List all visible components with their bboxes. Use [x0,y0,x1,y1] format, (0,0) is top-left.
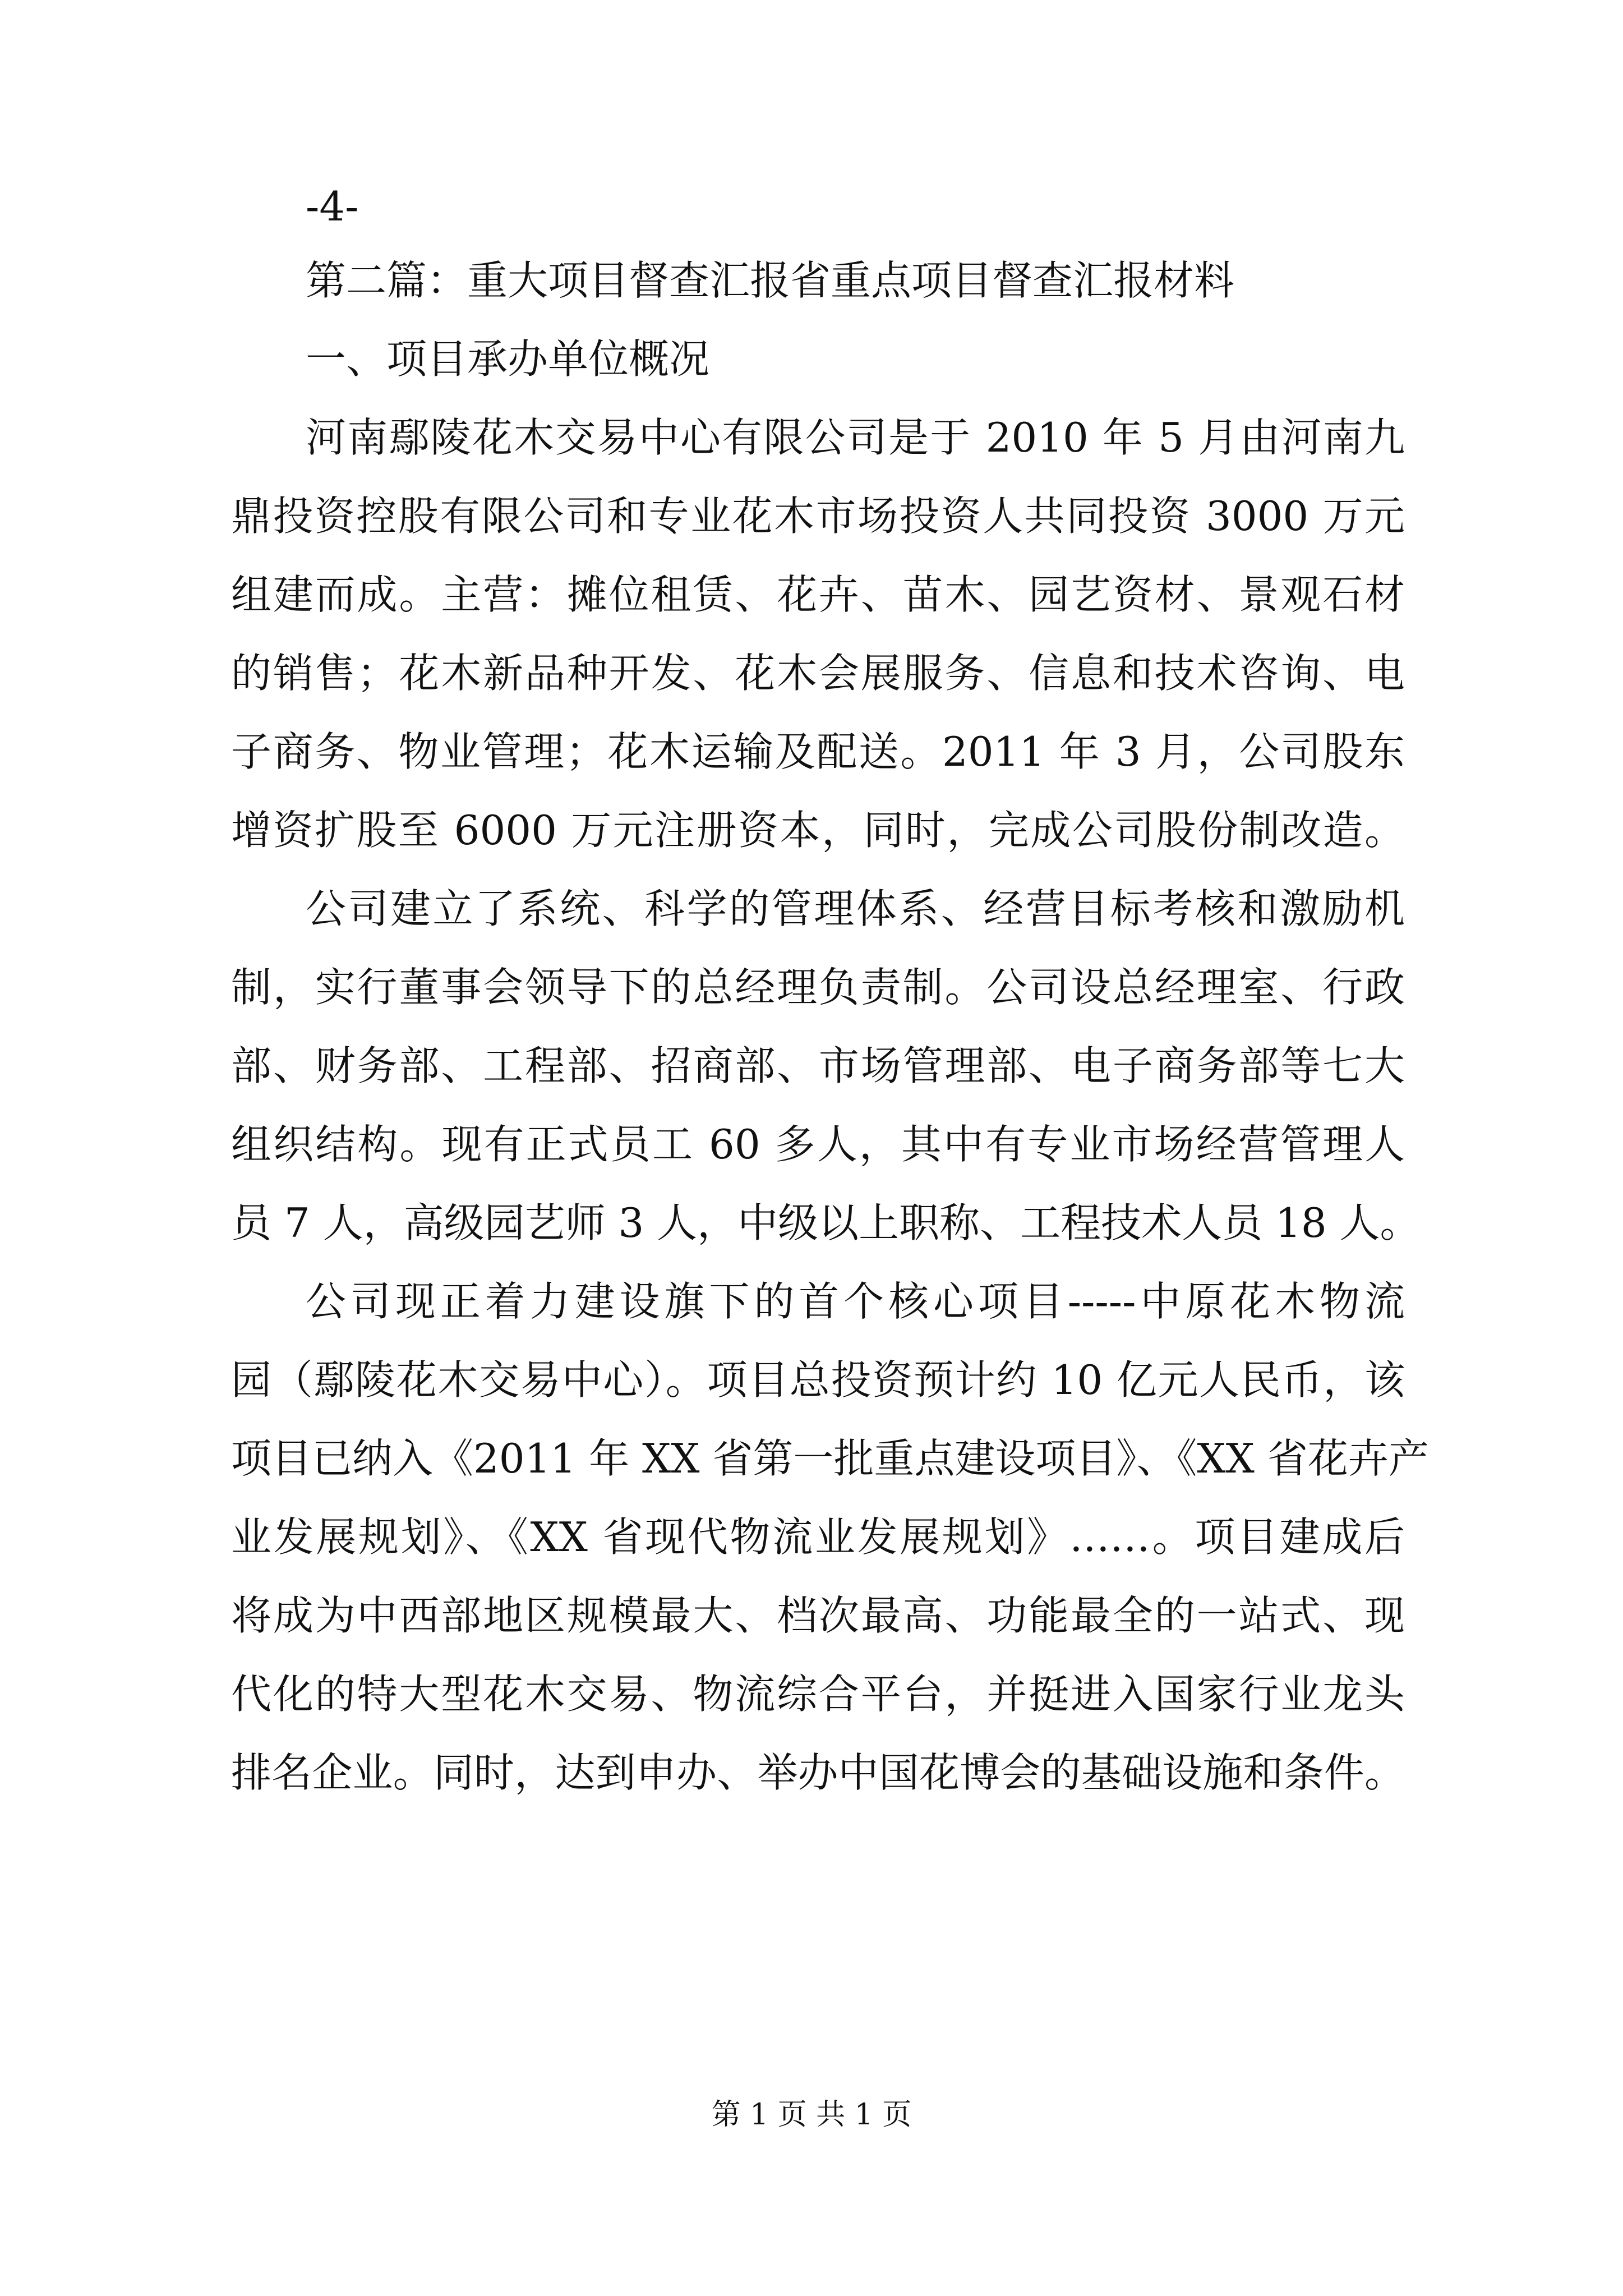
paragraph-line: 员 7 人，高级园艺师 3 人，中级以上职称、工程技术人员 18 人。 [231,1199,1421,1246]
paragraph-line: 公司现正着力建设旗下的首个核心项目-----中原花木物流 [306,1278,1405,1325]
paragraph-line: 项目已纳入《2011 年 XX 省第一批重点建设项目》、《XX 省花卉产 [231,1435,1429,1482]
page-footer: 第 1 页 共 1 页 [711,2098,912,2132]
page-marker: -4- [306,183,359,230]
paragraph-line: 排名企业。同时，达到申办、举办中国花博会的基础设施和条件。 [231,1749,1405,1796]
paragraph-line: 组建而成。主营：摊位租赁、花卉、苗木、园艺资材、景观石材 [231,571,1405,618]
section-heading: 一、项目承办单位概况 [306,335,710,383]
paragraph-line: 公司建立了系统、科学的管理体系、经营目标考核和激励机 [306,885,1405,932]
paragraph-line: 增资扩股至 6000 万元注册资本，同时，完成公司股份制改造。 [231,807,1405,854]
document-title: 第二篇：重大项目督查汇报省重点项目督查汇报材料 [306,257,1235,304]
paragraph-line: 园（鄢陵花木交易中心）。项目总投资预计约 10 亿元人民币，该 [231,1356,1405,1404]
paragraph-line: 将成为中西部地区规模最大、档次最高、功能最全的一站式、现 [231,1592,1405,1639]
paragraph-line: 业发展规划》、《XX 省现代物流业发展规划》……。项目建成后 [231,1513,1405,1561]
paragraph-line: 组织结构。现有正式员工 60 多人，其中有专业市场经营管理人 [231,1121,1405,1168]
paragraph-line: 代化的特大型花木交易、物流综合平台，并挺进入国家行业龙头 [231,1671,1405,1718]
paragraph-line: 河南鄢陵花木交易中心有限公司是于 2010 年 5 月由河南九 [306,414,1405,461]
paragraph-line: 部、财务部、工程部、招商部、市场管理部、电子商务部等七大 [231,1042,1405,1089]
paragraph-line: 的销售；花木新品种开发、花木会展服务、信息和技术咨询、电 [231,650,1405,697]
paragraph-line: 制，实行董事会领导下的总经理负责制。公司设总经理室、行政 [231,964,1405,1011]
paragraph-line: 鼎投资控股有限公司和专业花木市场投资人共同投资 3000 万元 [231,493,1405,540]
paragraph-line: 子商务、物业管理；花木运输及配送。2011 年 3 月，公司股东 [231,728,1405,775]
